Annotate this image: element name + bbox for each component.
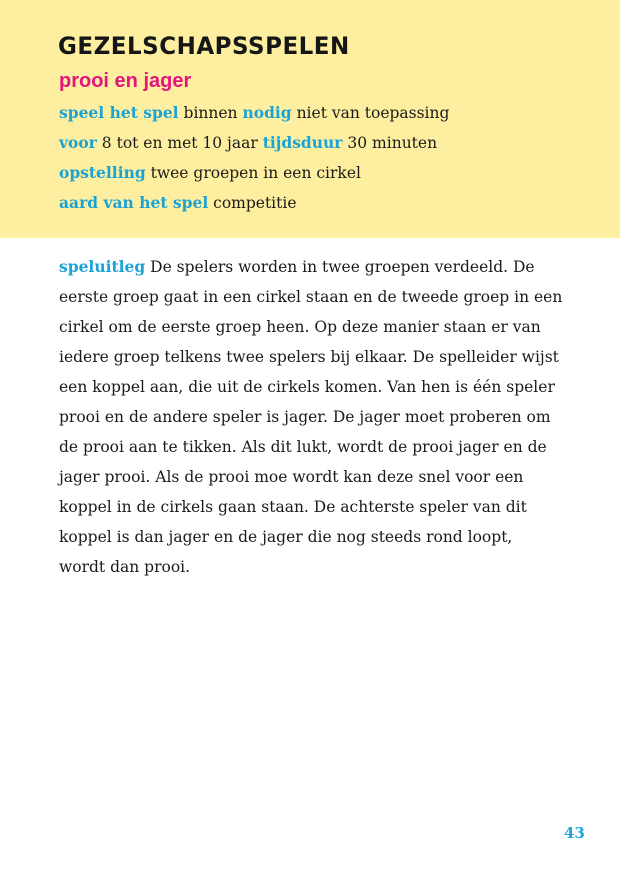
- game-title: prooi en jager: [59, 70, 192, 92]
- nodig-value: niet van toepassing: [296, 104, 450, 122]
- explanation-line: eerste groep gaat in een cirkel staan en de tweede groep in een: [59, 288, 563, 306]
- opstelling-label: opstelling: [59, 163, 146, 182]
- game-explanation: [59, 252, 563, 582]
- explanation-line: prooi en de andere speler is jager. De jager moet proberen om: [59, 408, 551, 426]
- explanation-line: een koppel aan, die uit de cirkels komen. Van hen is één speler: [59, 378, 555, 396]
- tijdsduur-value: 30 minuten: [347, 134, 438, 152]
- header-panel: [0, 0, 620, 238]
- speel-het-spel-value: binnen: [183, 104, 238, 122]
- meta-row-location: [59, 103, 449, 123]
- explanation-line: wordt dan prooi.: [59, 558, 191, 576]
- explanation-line: koppel is dan jager en de jager die nog steeds rond loopt,: [59, 528, 513, 546]
- speel-het-spel-label: speel het spel: [59, 103, 179, 122]
- explanation-line: koppel in de cirkels gaan staan. De achterste speler van dit: [59, 498, 527, 516]
- voor-label: voor: [59, 133, 97, 152]
- opstelling-value: twee groepen in een cirkel: [150, 164, 361, 182]
- explanation-first-line: De spelers worden in twee groepen verdeeld. De: [150, 258, 535, 276]
- explanation-line: de prooi aan te tikken. Als dit lukt, wordt de prooi jager en de: [59, 438, 547, 456]
- meta-row-age: [59, 133, 437, 153]
- aard-label: aard van het spel: [59, 193, 209, 212]
- section-title: GEZELSCHAPSSPELEN: [58, 33, 350, 61]
- page-number: 43: [564, 824, 585, 842]
- speluitleg-label: speluitleg: [59, 257, 146, 276]
- explanation-line: cirkel om de eerste groep heen. Op deze manier staan er van: [59, 318, 541, 336]
- explanation-line: jager prooi. Als de prooi moe wordt kan deze snel voor een: [59, 468, 524, 486]
- tijdsduur-label: tijdsduur: [262, 133, 343, 152]
- voor-value: 8 tot en met 10 jaar: [101, 134, 258, 152]
- meta-row-type: [59, 193, 297, 213]
- explanation-line: iedere groep telkens twee spelers bij elkaar. De spelleider wijst: [59, 348, 559, 366]
- aard-value: competitie: [213, 194, 297, 212]
- explanation-line: [59, 252, 555, 282]
- meta-row-setup: [59, 163, 361, 183]
- nodig-label: nodig: [242, 103, 292, 122]
